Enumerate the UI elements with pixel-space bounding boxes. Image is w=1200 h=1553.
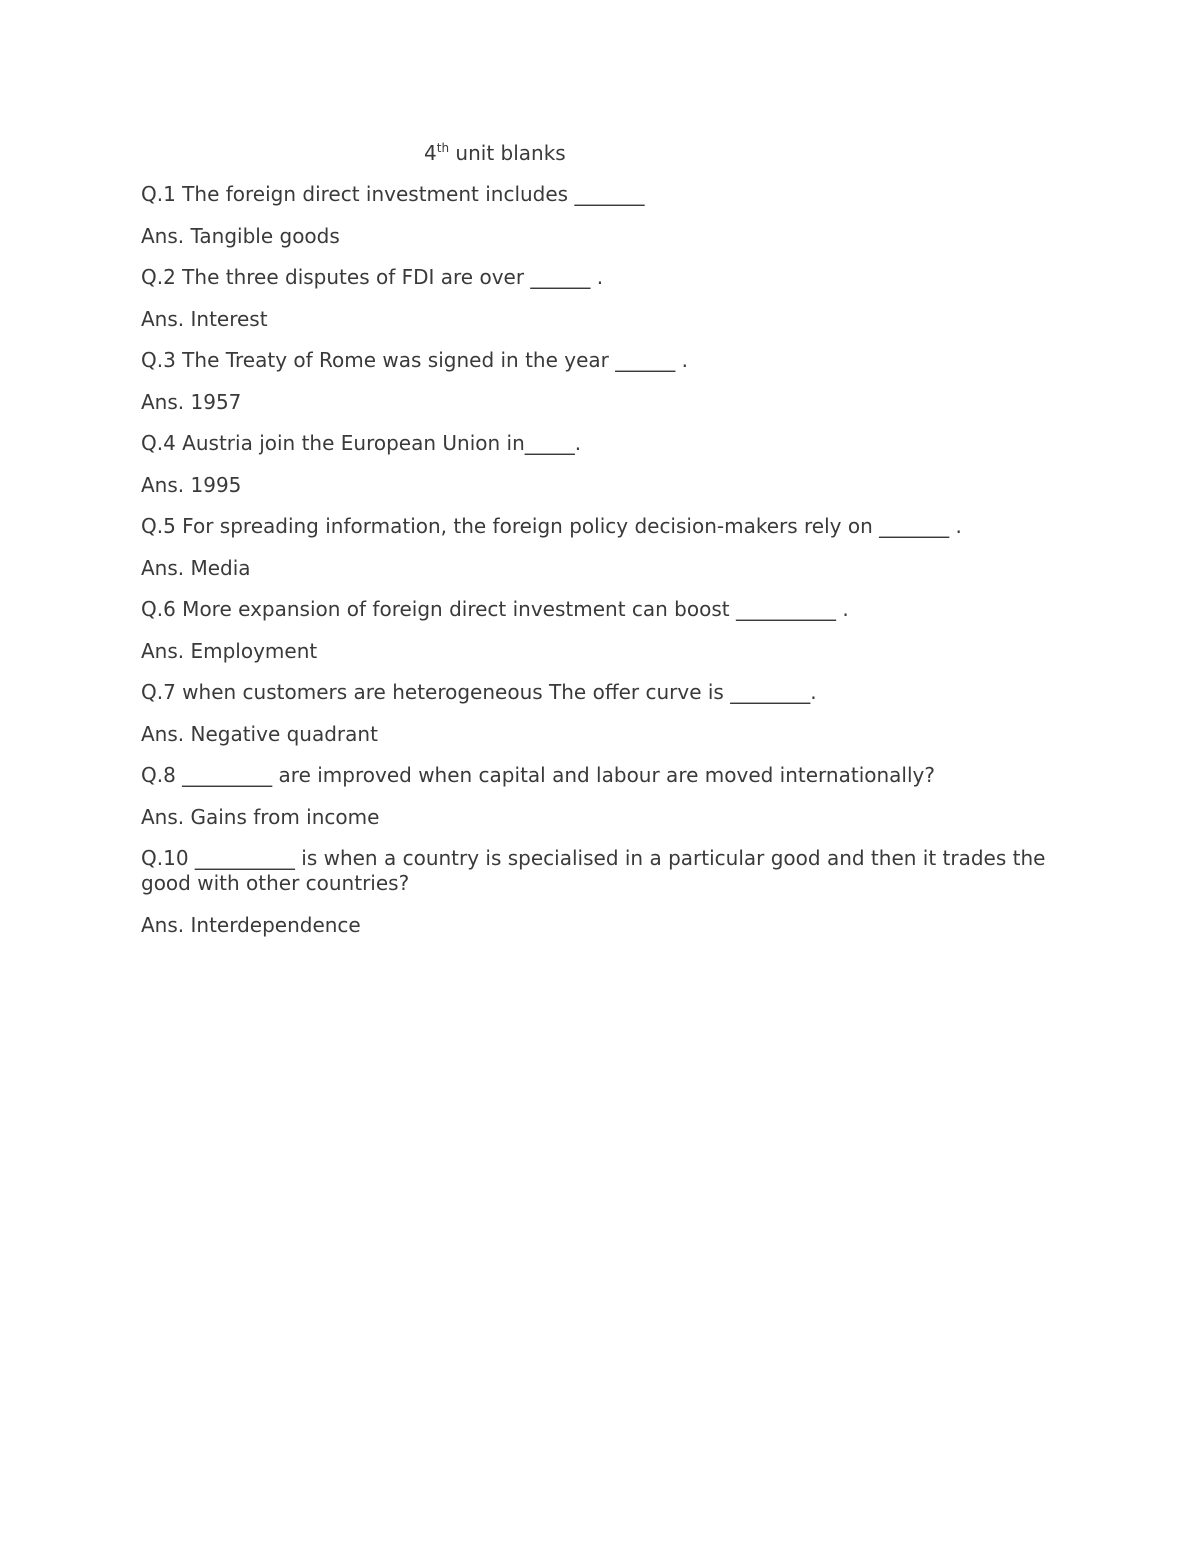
question-list (141, 182, 1061, 954)
answer-8: Ans. Gains from income (141, 804, 380, 829)
answer-5: Ans. Media (141, 555, 251, 580)
question-6: Q.6 More expansion of foreign direct investment can boost __________ . (141, 597, 849, 621)
answer-3: Ans. 1957 (141, 389, 242, 414)
title-superscript: th (436, 141, 450, 155)
question-2: Q.2 The three disputes of FDI are over ______ . (141, 265, 604, 289)
question-4: Q.4 Austria join the European Union in_____. (141, 431, 582, 455)
answer-7: Ans. Negative quadrant (141, 721, 378, 746)
question-1: Q.1 The foreign direct investment includes _______ (141, 182, 645, 206)
answer-10: Ans. Interdependence (141, 912, 361, 937)
answer-2: Ans. Interest (141, 306, 268, 331)
answer-4: Ans. 1995 (141, 472, 242, 497)
answer-1: Ans. Tangible goods (141, 223, 340, 248)
question-5: Q.5 For spreading information, the foreign policy decision-makers rely on _______ . (141, 514, 962, 538)
title-number: 4 (424, 141, 437, 165)
document-title (424, 140, 566, 166)
question-7: Q.7 when customers are heterogeneous The offer curve is ________. (141, 680, 817, 704)
answer-6: Ans. Employment (141, 638, 318, 663)
question-3: Q.3 The Treaty of Rome was signed in the year ______ . (141, 348, 688, 372)
question-8: Q.8 _________ are improved when capital and labour are moved internationally? (141, 763, 935, 787)
title-text: unit blanks (449, 141, 566, 165)
question-10: Q.10 __________ is when a country is specialised in a particular good and then it trades the good with other countries? (141, 846, 1052, 895)
